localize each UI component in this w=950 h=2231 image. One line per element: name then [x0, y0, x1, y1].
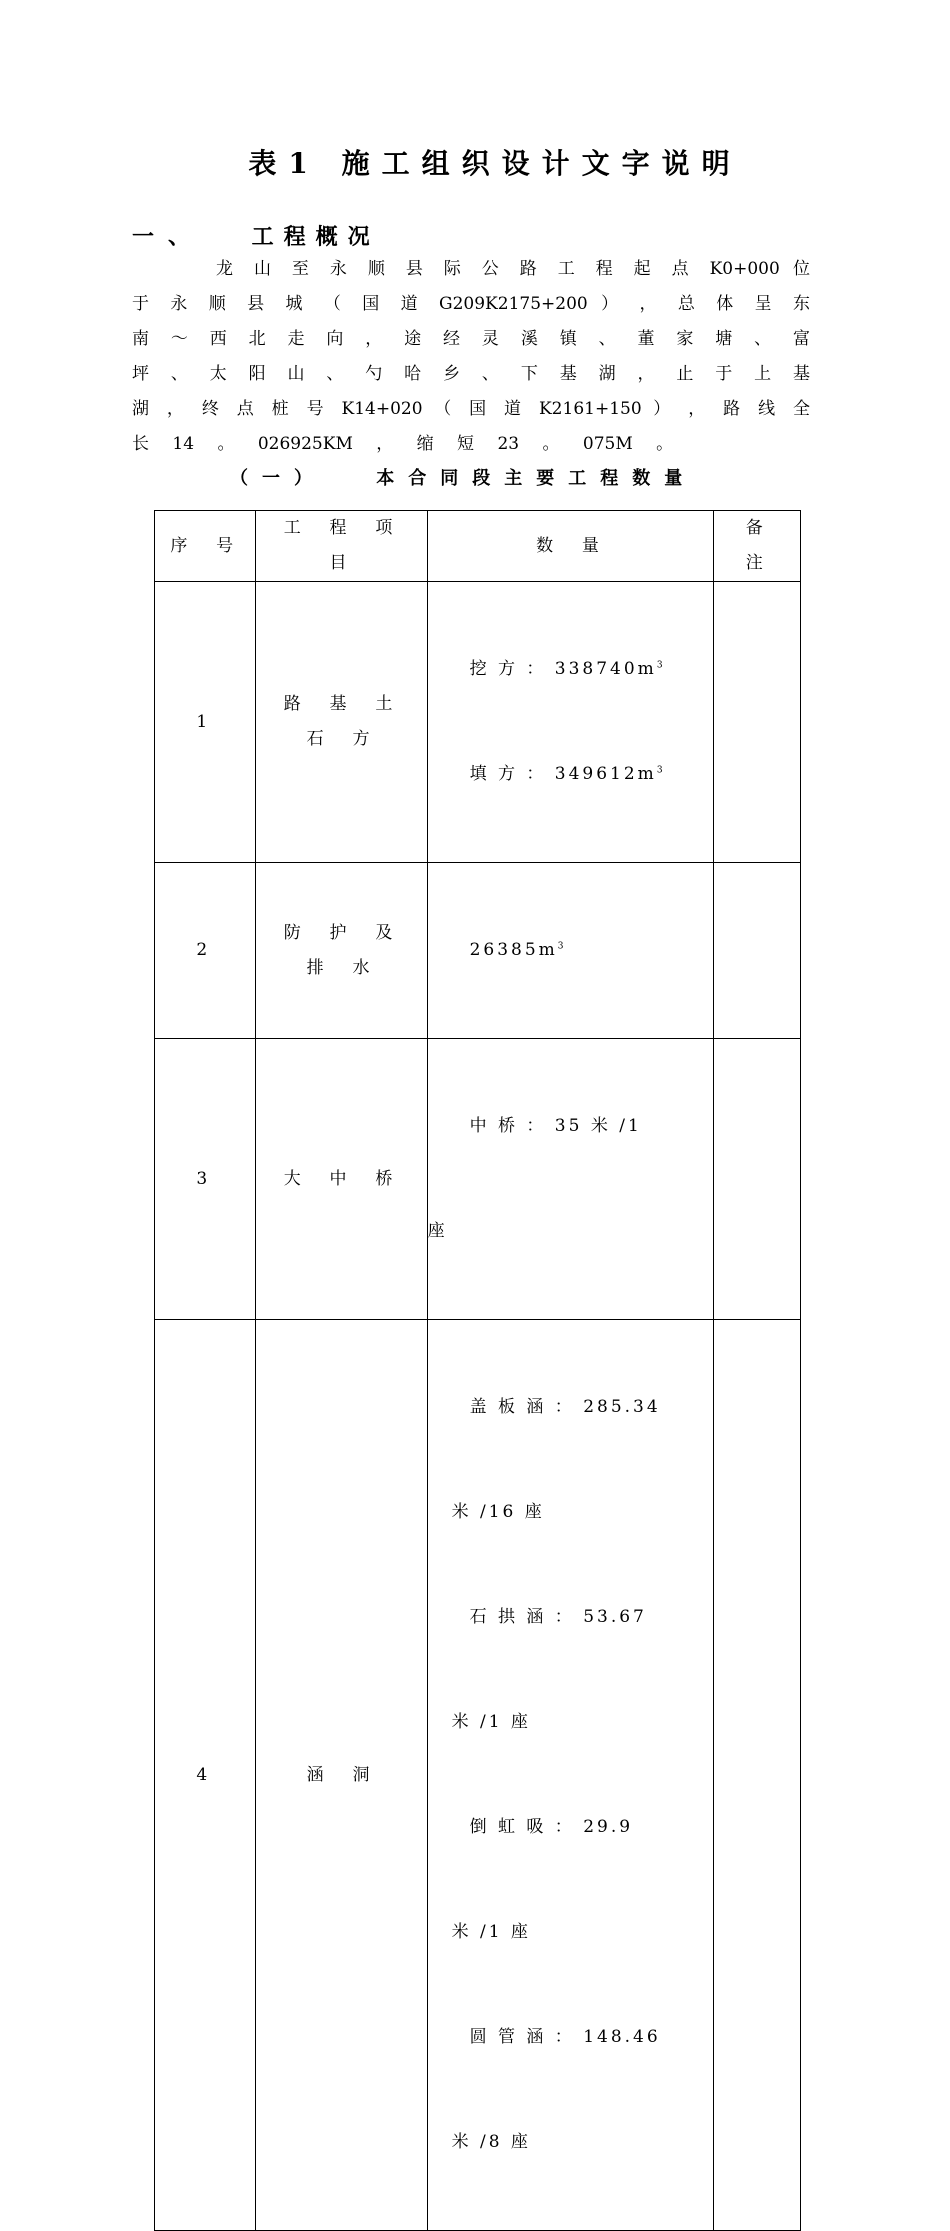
subsection-number: （一） [230, 468, 326, 489]
row-item [255, 582, 427, 863]
header-item-label: 目 [329, 553, 353, 573]
table-header-row [155, 511, 801, 582]
row-note [714, 582, 801, 863]
row-no [155, 582, 256, 863]
header-qty-label: 数 量 [536, 535, 605, 556]
qty-line-text: 挖 方 ： 338740m [469, 659, 657, 679]
header-note [714, 511, 801, 582]
table-row [155, 1039, 801, 1320]
subsection-title: 本合同段主要工程数量 [376, 468, 697, 489]
paragraph-line: 坪 、 太 阳 山 、 勺 哈 乡 、 下 基 湖 ， 止 于 上 基 [132, 364, 810, 384]
row-qty [427, 1320, 714, 2231]
row-no-value: 4 [196, 1764, 214, 1785]
header-note-label: 注 [745, 553, 769, 573]
subsection-heading [230, 464, 696, 490]
paragraph-line: 南 ～ 西 北 走 向 ， 途 经 灵 溪 镇 、 董 家 塘 、 富 [132, 329, 810, 349]
row-item-text: 路 基 土 [283, 694, 399, 714]
qty-unit-sup: 3 [656, 765, 666, 776]
qty-line-text: 26385m [469, 940, 558, 960]
header-item-label: 工 程 项 [283, 518, 399, 538]
row-no-value: 2 [196, 940, 214, 960]
qty-line: 座 [427, 1221, 448, 1241]
qty-unit-sup: 3 [557, 941, 567, 952]
row-note [714, 863, 801, 1039]
qty-line: 中 桥 ： 35 米 /1 [469, 1116, 642, 1136]
header-no-label: 序 号 [170, 535, 240, 556]
row-item [255, 1039, 427, 1320]
row-no-value: 1 [196, 711, 214, 732]
paragraph-line: 于 永 顺 县 城 （ 国 道 G209K2175+200 ） ， 总 体 呈 东 [132, 294, 810, 314]
header-qty [427, 511, 714, 582]
row-item [255, 1320, 427, 2231]
row-no [155, 1039, 256, 1320]
row-item [255, 863, 427, 1039]
page-title: 表1 施工组织设计文字说明 [248, 147, 742, 180]
qty-line-text: 填 方 ： 349612m [469, 764, 657, 784]
row-item-text: 防 护 及 [283, 922, 399, 943]
qty-line: 盖 板 涵 ： 285.34 [469, 1397, 661, 1417]
row-note [714, 1039, 801, 1320]
section-title: 工程概况 [251, 224, 380, 250]
qty-unit-sup: 3 [656, 660, 666, 671]
row-no [155, 863, 256, 1039]
paragraph-line: 长 14 。 026925KM ， 缩 短 23 。 075M 。 [132, 434, 674, 454]
row-qty [427, 582, 714, 863]
overview-paragraph [132, 252, 810, 462]
header-item [255, 511, 427, 582]
row-item-text: 排 水 [306, 957, 376, 978]
row-no-value: 3 [196, 1168, 214, 1189]
qty-line: 米 /8 座 [451, 2132, 531, 2152]
section-number: 一、 [132, 224, 205, 250]
row-note [714, 1320, 801, 2231]
paragraph-line: 湖 ， 终 点 桩 号 K14+020 （ 国 道 K2161+150 ） ， 路 线 全 [132, 399, 810, 419]
row-qty [427, 863, 714, 1039]
qty-line: 米 /1 座 [451, 1922, 531, 1942]
row-item-text: 涵 洞 [306, 1764, 376, 1785]
paragraph-line: 龙 山 至 永 顺 县 际 公 路 工 程 起 点 K0+000 位 [216, 259, 810, 279]
row-item-text: 大 中 桥 [283, 1168, 399, 1189]
quantity-table [154, 510, 801, 2231]
row-item-text: 石 方 [306, 729, 376, 749]
qty-line: 米 /16 座 [451, 1502, 545, 1522]
qty-line [452, 757, 696, 792]
table-row [155, 582, 801, 863]
qty-line: 倒 虹 吸 ： 29.9 [469, 1817, 634, 1837]
qty-line [452, 652, 696, 687]
qty-line: 米 /1 座 [451, 1712, 531, 1732]
qty-line: 圆 管 涵 ： 148.46 [469, 2027, 661, 2047]
section-heading [132, 220, 380, 251]
table-row [155, 863, 801, 1039]
row-qty [427, 1039, 714, 1320]
header-note-label: 备 [745, 518, 769, 538]
table-row [155, 1320, 801, 2231]
qty-line [452, 933, 696, 968]
row-no [155, 1320, 256, 2231]
header-no [155, 511, 256, 582]
qty-line: 石 拱 涵 ： 53.67 [469, 1607, 647, 1627]
